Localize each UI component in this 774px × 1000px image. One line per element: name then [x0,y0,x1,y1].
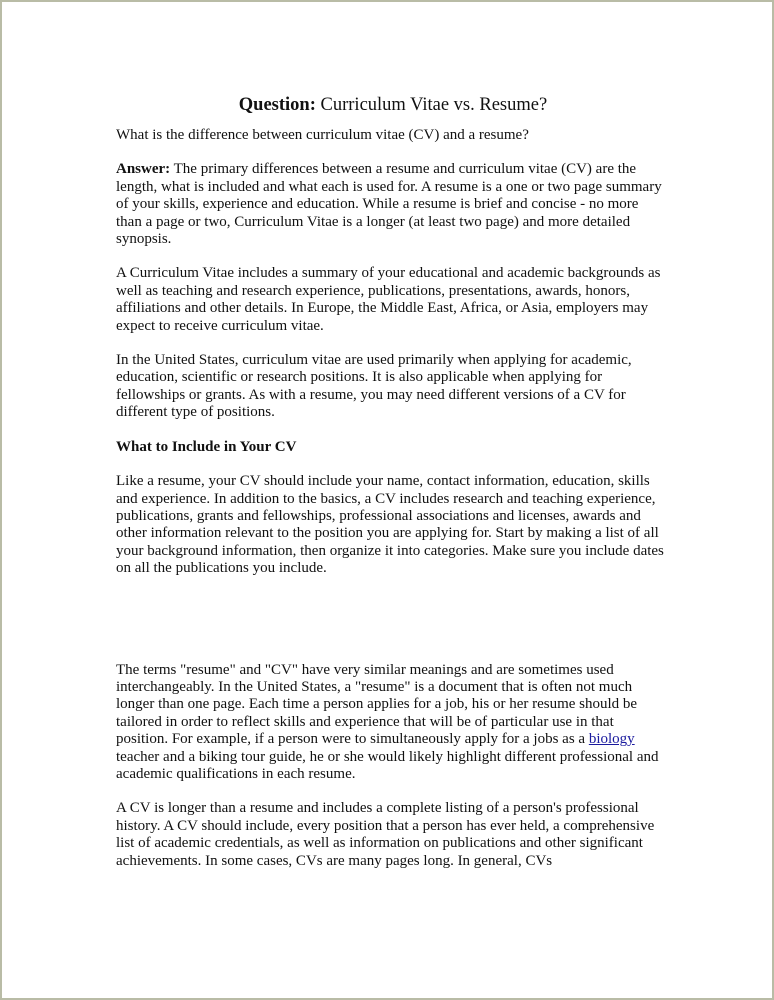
answer-text: The primary differences between a resume and curriculum vitae (CV) are the length, what is included and what each is used for. A resume is a one or two page summary of your skills, experience and education. While a resume is brief and concise - no more than a page or two, Curriculum Vitae is a longer (at least two page) and more detailed synopsis. [116,161,662,248]
terms-text-before-link: The terms "resume" and "CV" have very similar meanings and are sometimes used interchangeably. In the United States, a "resume" is a document that is often not much longer than one page. Each time a person applies for a job, his or her resume should be tailored in order to reflect skills and experience that will be of particular use in that position. For example, if a person were to simultaneously apply for a jobs as a [116,661,638,748]
biology-link[interactable]: biology [588,731,635,748]
answer-paragraph [116,161,664,248]
spacer [116,578,664,662]
answer-label: Answer: [116,161,171,178]
title-label: Question: [238,95,316,115]
united-states-paragraph: In the United States, curriculum vitae are used primarily when applying for academic, education, scientific or research positions. It is also applicable when applying for fellowships or grants. As with a resume, you may need different versions of a CV for different type of positions. [116,352,632,421]
spacer [116,422,664,439]
spacer [116,456,664,473]
spacer [116,248,664,265]
section-heading: What to Include in Your CV [116,438,297,455]
page-title [116,94,664,116]
cv-longer-paragraph: A CV is longer than a resume and includes a complete listing of a person's professional history. A CV should include, every position that a person has ever held, a comprehensive list of academic credentials, as well as information on publications and other significant achievements. In some cases, CVs are many pages long. In general, CVs [116,800,655,869]
spacer [116,783,664,800]
spacer [116,335,664,352]
cv-includes-paragraph: A Curriculum Vitae includes a summary of your educational and academic backgrounds as well as teaching and research experience, publications, presentations, awards, honors, affiliations and other details. In Europe, the Middle East, Africa, or Asia, employers may expect to receive curriculum vitae. [116,265,661,334]
spacer [116,144,664,161]
document-body [116,94,664,870]
terms-text-after-link: teacher and a biking tour guide, he or she would likely highlight different professional and academic qualifications in each resume. [116,748,659,782]
terms-paragraph [116,662,664,784]
question-paragraph: What is the difference between curriculum vitae (CV) and a resume? [116,127,529,143]
include-paragraph: Like a resume, your CV should include your name, contact information, education, skills and experience. In addition to the basics, a CV includes research and teaching experience, publications, grants and fellowships, professional associations and licenses, awards and other information relevant to the position you are applying for. Start by making a list of all your background information, then organize it into categories. Make sure you include dates on all the publications you include. [116,473,664,577]
title-text: Curriculum Vitae vs. Resume? [315,95,548,115]
